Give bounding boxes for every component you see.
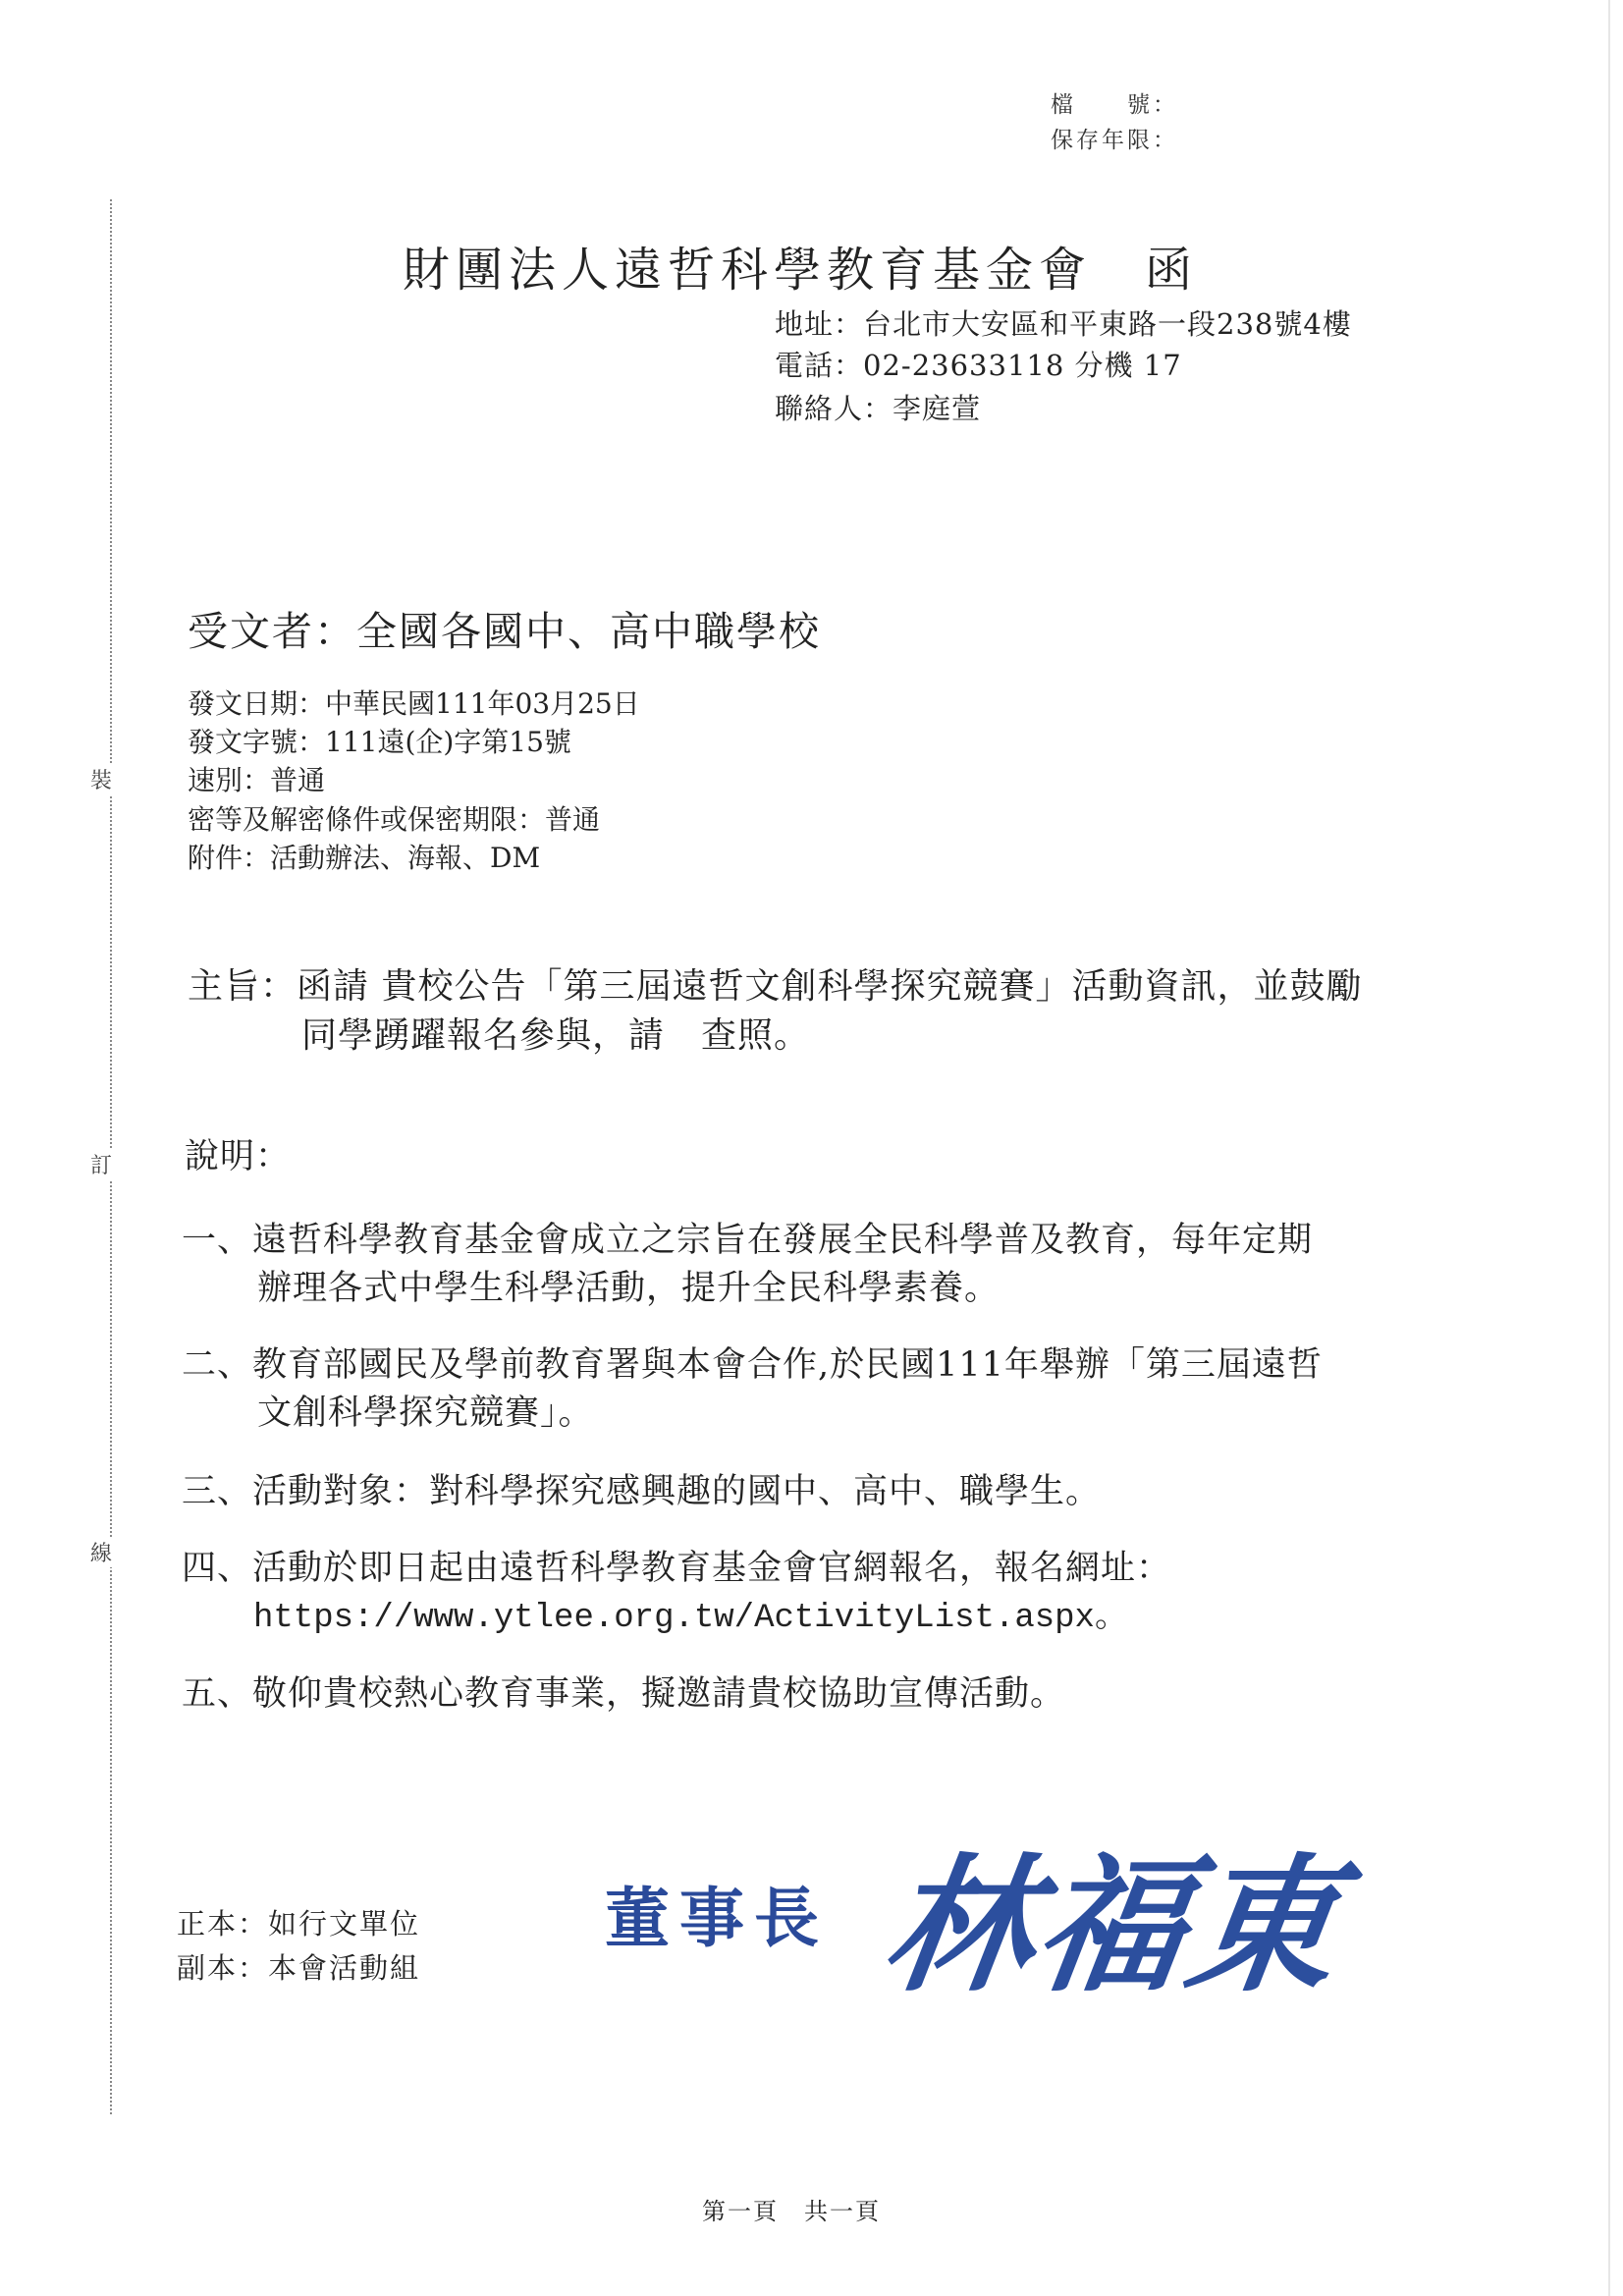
letter-title: 財團法人遠哲科學教育基金會 函 xyxy=(403,243,1199,298)
security-level: 密等及解密條件或保密期限：普通 xyxy=(188,803,601,836)
delivery-speed: 速別：普通 xyxy=(188,764,326,796)
explanation-item-2-cont: 文創科學探究競賽」。 xyxy=(257,1394,594,1433)
explanation-item-5: 五、敬仰貴校熱心教育事業，擬邀請貴校協助宣傳活動。 xyxy=(182,1674,1066,1714)
registration-url[interactable]: https://www.ytlee.org.tw/ActivityList.aspx。 xyxy=(253,1600,1128,1637)
phone: 電話：02-23633118 分機 17 xyxy=(775,349,1182,382)
binding-mark: 訂 xyxy=(90,1149,112,1179)
chairman-signature: 林福東 xyxy=(874,1839,1353,2012)
chairman-title-stamp: 董事長 xyxy=(605,1880,829,1956)
page-edge xyxy=(1608,0,1610,2296)
explanation-item-1: 一、遠哲科學教育基金會成立之宗旨在發展全民科學普及教育，每年定期 xyxy=(182,1221,1314,1260)
copy-recipient: 副本：本會活動組 xyxy=(177,1951,421,1985)
address: 地址：台北市大安區和平東路一段238號4樓 xyxy=(775,307,1352,341)
explanation-item-3: 三、活動對象：對科學探究感興趣的國中、高中、職學生。 xyxy=(182,1472,1102,1511)
issue-date: 發文日期：中華民國111年03月25日 xyxy=(188,687,640,720)
retention-label: 保存年限： xyxy=(1051,128,1178,153)
subject-line-1: 主旨：函請 貴校公告「第三屆遠哲文創科學探究競賽」活動資訊，並鼓勵 xyxy=(188,966,1363,1007)
recipient: 受文者：全國各國中、高中職學校 xyxy=(188,608,821,655)
binding-mark: 裝 xyxy=(90,764,112,794)
explanation-item-2: 二、教育部國民及學前教育署與本會合作,於民國111年舉辦「第三屆遠哲 xyxy=(182,1345,1323,1385)
binding-mark: 線 xyxy=(90,1537,112,1567)
document-number: 發文字號：111遠(企)字第15號 xyxy=(188,726,571,758)
explanation-item-1-cont: 辦理各式中學生科學活動，提升全民科學素養。 xyxy=(257,1269,1001,1308)
page-number: 第一頁 共一頁 xyxy=(702,2198,881,2225)
subject-line-2: 同學踴躍報名參與，請 查照。 xyxy=(301,1015,811,1056)
file-number-label: 檔 號： xyxy=(1051,92,1178,118)
original-recipient: 正本：如行文單位 xyxy=(177,1907,421,1941)
explanation-item-4: 四、活動於即日起由遠哲科學教育基金會官網報名，報名網址： xyxy=(182,1549,1172,1588)
contact-person: 聯絡人：李庭萱 xyxy=(775,392,982,425)
explanation-heading: 說明： xyxy=(185,1137,292,1176)
attachments: 附件：活動辦法、海報、DM xyxy=(188,842,541,874)
